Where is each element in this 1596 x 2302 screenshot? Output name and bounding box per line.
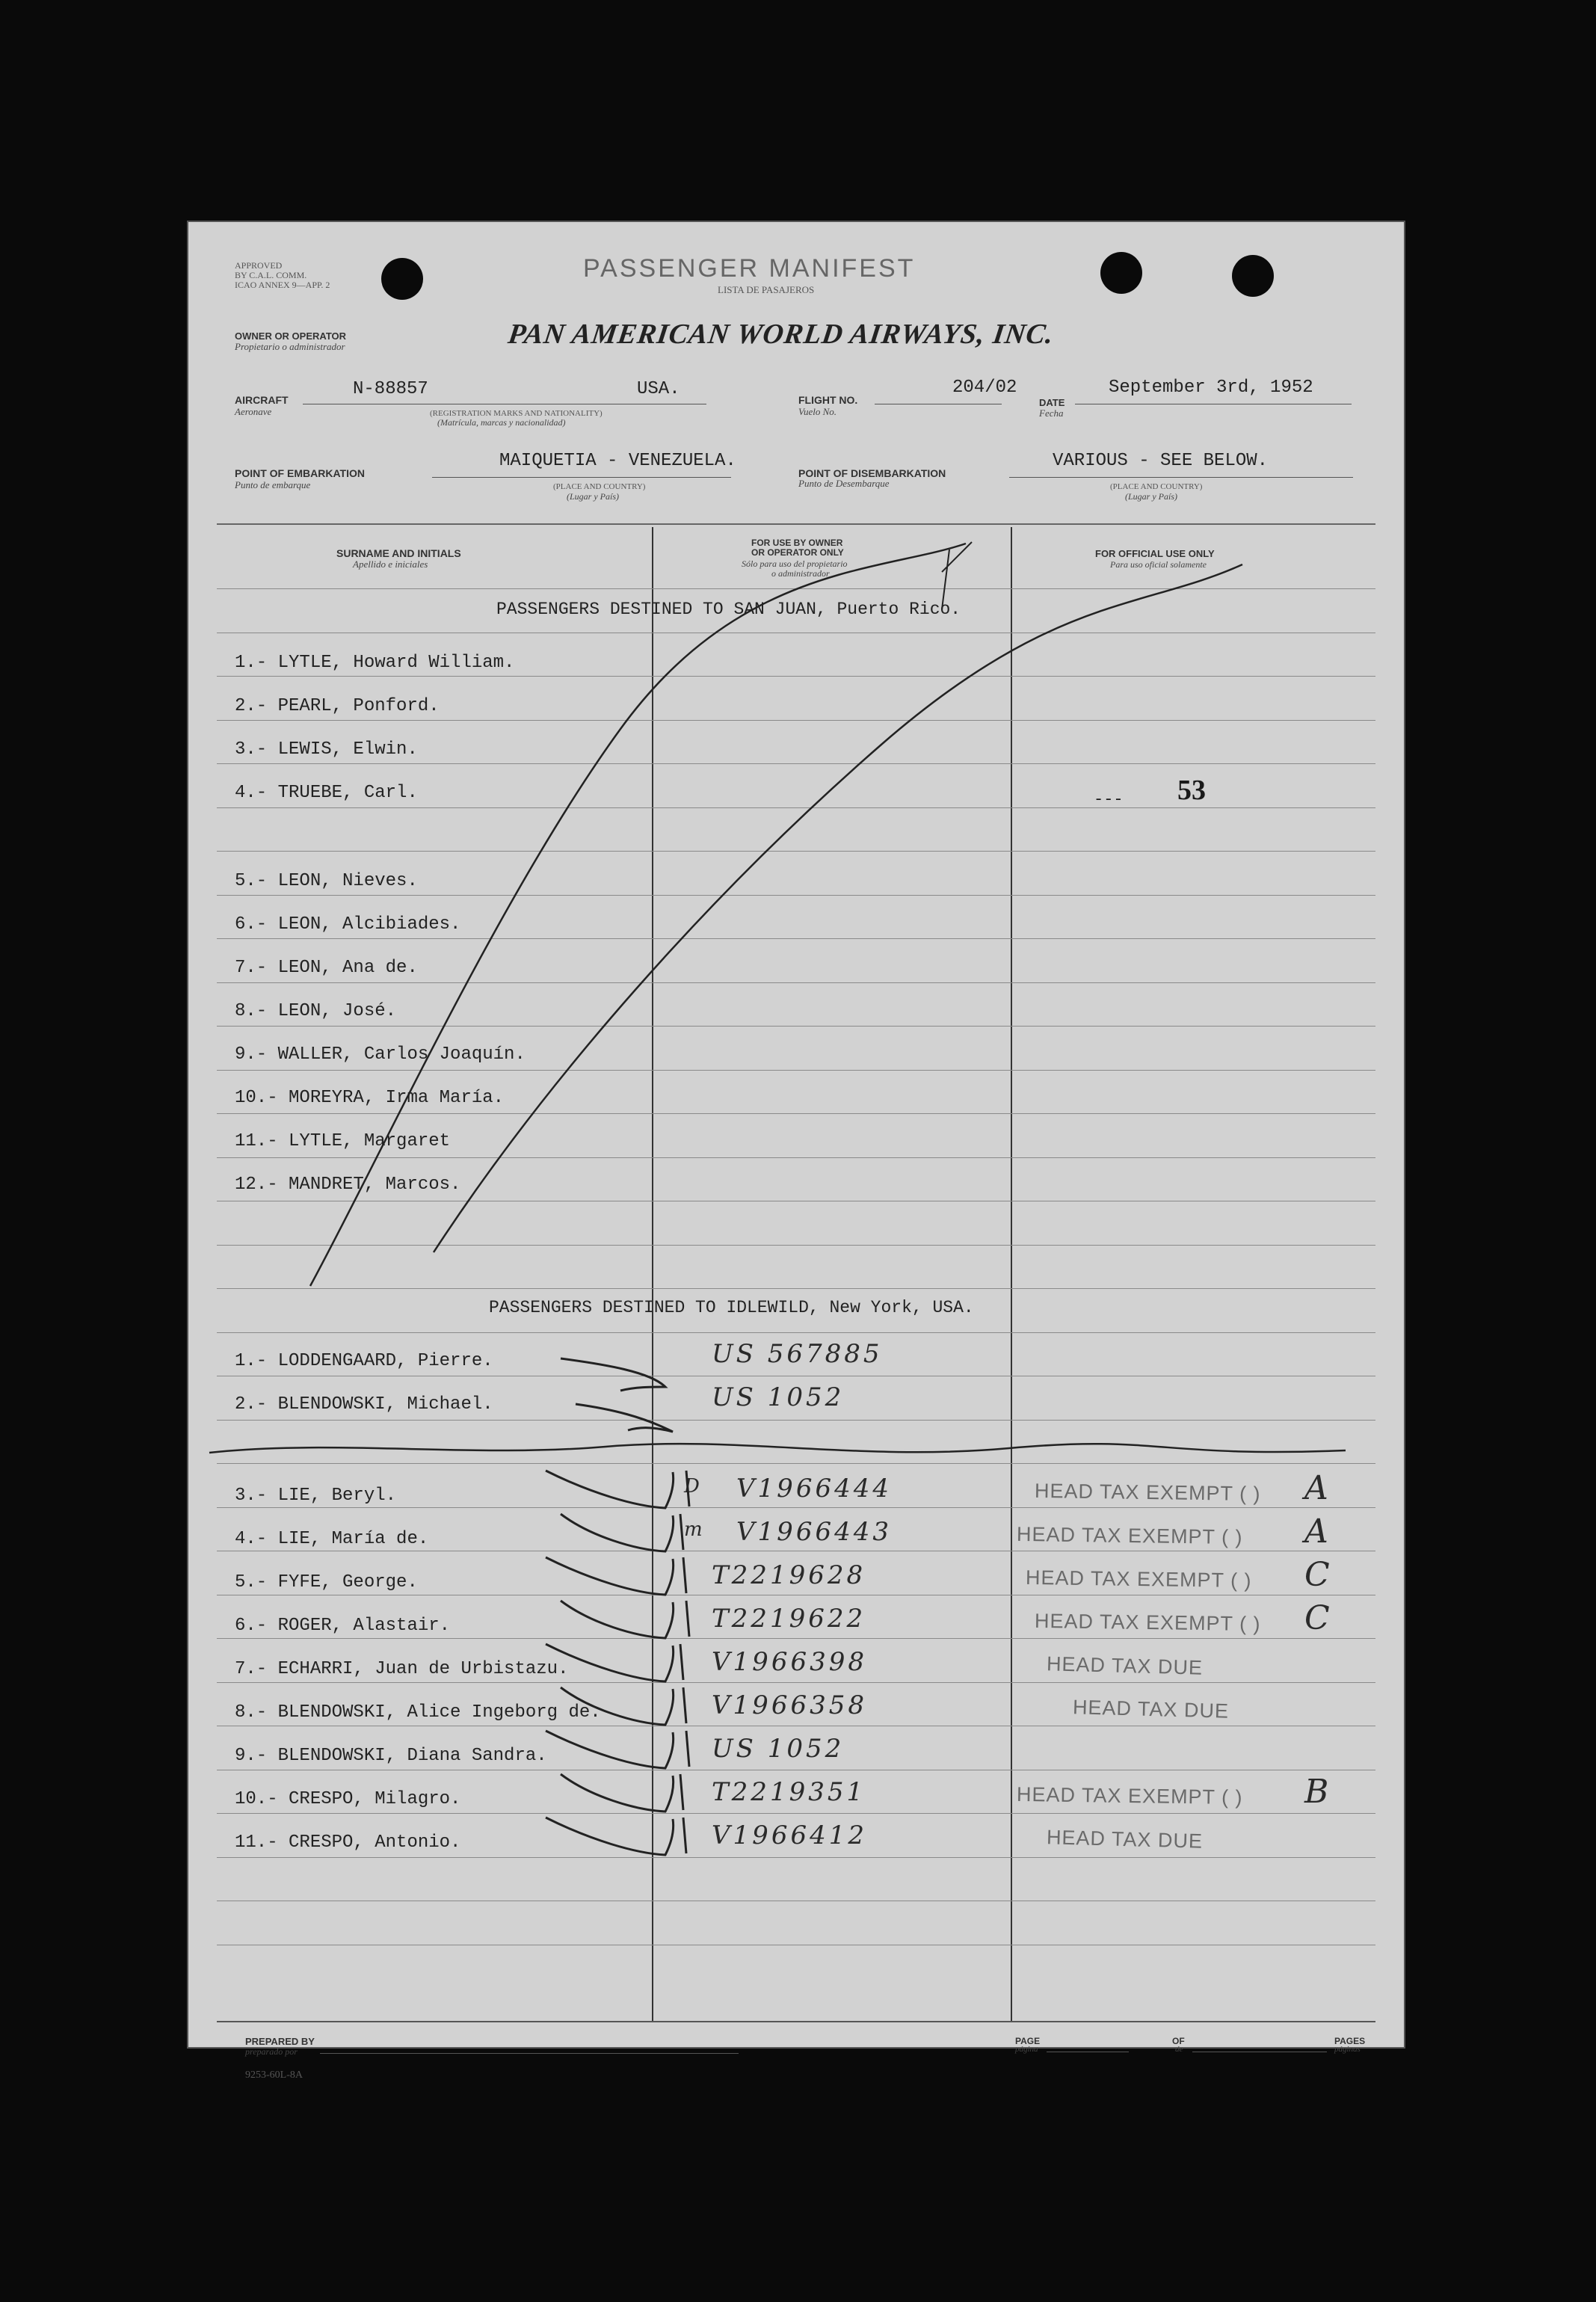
owner-value: PAN AMERICAN WORLD AIRWAYS, INC. <box>506 318 1056 350</box>
page-title: PASSENGER MANIFEST <box>583 254 916 283</box>
passenger-name: 2.- PEARL, Ponford. <box>235 696 440 716</box>
flight-value: 204/02 <box>952 378 1017 398</box>
ruled-line <box>217 1245 1375 1246</box>
col-owner-header-1: FOR USE BY OWNER <box>751 538 843 548</box>
passenger-name: 9.- BLENDOWSKI, Diana Sandra. <box>235 1746 547 1766</box>
page-title-es: LISTA DE PASAJEROS <box>718 284 815 295</box>
of-label: OF <box>1172 2036 1185 2046</box>
ruled-line <box>217 763 1375 764</box>
ruled-line <box>217 1157 1375 1158</box>
ruled-line <box>217 588 1375 589</box>
passenger-name: 11.- LYTLE, Margaret <box>235 1131 451 1151</box>
passenger-name: 3.- LEWIS, Elwin. <box>235 739 418 760</box>
passenger-name: 4.- TRUEBE, Carl. <box>235 783 418 803</box>
ruled-line <box>217 676 1375 677</box>
passenger-name: 1.- LYTLE, Howard William. <box>235 653 515 673</box>
ruled-line <box>217 1682 1375 1683</box>
tick-mark <box>561 1514 674 1551</box>
tick-slash <box>680 1514 683 1550</box>
aircraft-label: AIRCRAFT <box>235 394 289 406</box>
tick-slash <box>683 1687 686 1723</box>
official-stamp: HEAD TAX EXEMPT ( ) <box>1025 1566 1252 1592</box>
col-official-header: FOR OFFICIAL USE ONLY <box>1095 548 1215 559</box>
handwritten-official-mark: C <box>1304 1556 1333 1594</box>
handwritten-prefix: D <box>684 1475 703 1498</box>
tick-slash <box>680 1774 683 1810</box>
form-code: 9253-60L-8A <box>245 2069 303 2081</box>
pages-label: PAGES <box>1334 2036 1366 2046</box>
page-label-es: página <box>1015 2045 1038 2054</box>
aircraft-label-es: Aeronave <box>235 406 272 417</box>
page-label: PAGE <box>1015 2036 1041 2046</box>
prepared-by-label: PREPARED BY <box>245 2036 315 2047</box>
official-stamp: HEAD TAX DUE <box>1046 1826 1204 1853</box>
ruled-line <box>217 1332 1375 1333</box>
ruled-line <box>217 1813 1375 1814</box>
embark-label: POINT OF EMBARKATION <box>235 467 365 479</box>
ruled-line <box>217 1288 1375 1289</box>
approval-line-3: ICAO ANNEX 9—APP. 2 <box>235 280 330 290</box>
owner-label-es: Propietario o administrador <box>235 341 345 352</box>
disembark-label: POINT OF DISEMBARKATION <box>798 467 946 479</box>
tick-mark <box>561 1601 674 1638</box>
handwritten-document-number: T2219628 <box>712 1560 866 1590</box>
registration-caption: (REGISTRATION MARKS AND NATIONALITY) <box>430 409 603 418</box>
ruled-line <box>217 851 1375 852</box>
check-mark-2 <box>576 1404 673 1432</box>
passenger-name: 10.- MOREYRA, Irma María. <box>235 1088 505 1108</box>
ruled-line <box>217 1113 1375 1114</box>
col-name-header-es: Apellido e iniciales <box>353 558 428 570</box>
passenger-name: 4.- LIE, María de. <box>235 1529 429 1549</box>
ruled-line <box>217 1857 1375 1858</box>
disembark-value: VARIOUS - SEE BELOW. <box>1053 451 1269 471</box>
disembark-label-es: Punto de Desembarque <box>798 478 890 489</box>
ruled-line <box>217 982 1375 983</box>
tick-mark <box>546 1731 674 1768</box>
col-official-header-es: Para uso oficial solamente <box>1110 559 1207 570</box>
official-stamp: HEAD TAX DUE <box>1046 1652 1204 1679</box>
col-divider-1 <box>652 527 653 2022</box>
date-label-es: Fecha <box>1039 407 1064 419</box>
embark-place-caption-es: (Lugar y País) <box>567 491 619 502</box>
ruled-line <box>217 1420 1375 1421</box>
ruled-line <box>217 938 1375 939</box>
handwritten-prefix: m <box>684 1518 706 1541</box>
official-stamp: HEAD TAX EXEMPT ( ) <box>1034 1609 1261 1636</box>
wavy-divider <box>209 1444 1346 1453</box>
tick-slash <box>686 1731 689 1767</box>
tick-slash <box>683 1818 686 1853</box>
ruled-line <box>217 1026 1375 1027</box>
date-label: DATE <box>1039 397 1065 408</box>
col-name-header: SURNAME AND INITIALS <box>336 547 461 559</box>
ruled-line <box>217 807 1375 808</box>
manifest-page <box>187 221 1405 2081</box>
embark-value: MAIQUETIA - VENEZUELA. <box>499 451 736 471</box>
tick-slash <box>680 1644 683 1680</box>
official-stamp: HEAD TAX DUE <box>1072 1696 1230 1723</box>
date-value: September 3rd, 1952 <box>1109 378 1313 398</box>
passenger-name: 7.- ECHARRI, Juan de Urbistazu. <box>235 1659 569 1679</box>
tick-mark <box>546 1471 674 1508</box>
passenger-name: 2.- BLENDOWSKI, Michael. <box>235 1394 493 1415</box>
official-stamp: HEAD TAX EXEMPT ( ) <box>1016 1522 1243 1549</box>
passenger-name: 9.- WALLER, Carlos Joaquín. <box>235 1044 526 1065</box>
handwritten-document-number: T2219622 <box>712 1604 866 1634</box>
tick-mark <box>546 1557 674 1595</box>
ruled-line <box>217 1463 1375 1464</box>
passenger-name: 6.- LEON, Alcibiades. <box>235 914 461 935</box>
handwritten-official-mark: A <box>1304 1469 1331 1507</box>
of-label-es: de <box>1175 2045 1183 2054</box>
nationality-value: USA. <box>637 379 680 399</box>
passenger-name: 5.- LEON, Nieves. <box>235 871 418 891</box>
check-mark-1 <box>561 1358 665 1391</box>
section-2-title: PASSENGERS DESTINED TO IDLEWILD, New York, USA. <box>489 1298 974 1317</box>
flight-label: FLIGHT NO. <box>798 394 858 406</box>
passenger-name: 10.- CRESPO, Milagro. <box>235 1789 461 1809</box>
handwritten-document-number: V1966444 <box>736 1474 892 1504</box>
embark-label-es: Punto de embarque <box>235 479 311 490</box>
passenger-name: 6.- ROGER, Alastair. <box>235 1616 451 1636</box>
handwritten-document-number: US 1052 <box>712 1734 845 1764</box>
approval-line-2: BY C.A.L. COMM. <box>235 270 307 280</box>
tick-slash <box>683 1557 686 1593</box>
passenger-name: 5.- FYFE, George. <box>235 1572 418 1592</box>
handwritten-official-mark: A <box>1304 1512 1331 1551</box>
punch-hole-left <box>381 258 423 300</box>
col-owner-header-es-1: Sólo para uso del propietario <box>742 558 848 569</box>
passenger-name: 8.- LEON, José. <box>235 1001 397 1021</box>
handwritten-document-number: V1966398 <box>712 1647 867 1677</box>
cross-out-stroke-2 <box>434 564 1242 1252</box>
official-stamp: HEAD TAX EXEMPT ( ) <box>1016 1782 1243 1809</box>
handwritten-document-number: V1966443 <box>736 1517 892 1547</box>
embark-place-caption: (PLACE AND COUNTRY) <box>553 482 646 491</box>
handwritten-official-mark: B <box>1304 1773 1332 1811</box>
prepared-by-label-es: preparado por <box>245 2046 298 2057</box>
passenger-name: 12.- MANDRET, Marcos. <box>235 1175 461 1195</box>
disembark-place-caption-es: (Lugar y País) <box>1125 491 1177 502</box>
ruled-line <box>217 1638 1375 1639</box>
handwritten-document-number: T2219351 <box>712 1777 866 1807</box>
passenger-name: 11.- CRESPO, Antonio. <box>235 1832 461 1853</box>
passenger-name: 7.- LEON, Ana de. <box>235 958 418 978</box>
section-1-title: PASSENGERS DESTINED TO SAN JUAN, Puerto Rico. <box>496 600 961 619</box>
approval-line-1: APPROVED <box>235 260 283 271</box>
official-dash: --- <box>1094 790 1124 809</box>
pages-label-es: páginas <box>1334 2045 1361 2054</box>
passenger-name: 3.- LIE, Beryl. <box>235 1486 397 1506</box>
ruled-line <box>217 1507 1375 1508</box>
owner-label: OWNER OR OPERATOR <box>235 330 347 342</box>
tick-slash <box>686 1601 689 1637</box>
disembark-place-caption: (PLACE AND COUNTRY) <box>1110 482 1203 491</box>
handwritten-official-mark: C <box>1304 1599 1333 1637</box>
handwritten-document-number: US 567885 <box>712 1339 883 1369</box>
handwritten-document-number: V1966412 <box>712 1821 867 1850</box>
official-stamp: HEAD TAX EXEMPT ( ) <box>1034 1479 1261 1506</box>
col-owner-header-es-2: o administrador <box>771 568 830 579</box>
flight-label-es: Vuelo No. <box>798 406 837 417</box>
col-owner-header-2: OR OPERATOR ONLY <box>751 547 844 558</box>
punch-hole-right-1 <box>1100 252 1142 294</box>
official-note-53: 53 <box>1177 775 1206 806</box>
tick-mark <box>561 1774 674 1812</box>
punch-hole-right-2 <box>1232 255 1274 297</box>
ruled-line <box>217 895 1375 896</box>
aircraft-value: N-88857 <box>353 379 428 399</box>
passenger-name: 8.- BLENDOWSKI, Alice Ingeborg de. <box>235 1702 601 1723</box>
handwritten-document-number: US 1052 <box>712 1382 845 1412</box>
passenger-name: 1.- LODDENGAARD, Pierre. <box>235 1351 493 1371</box>
ruled-line <box>217 720 1375 721</box>
ruled-line <box>217 1070 1375 1071</box>
registration-caption-es: (Matrícula, marcas y nacionalidad) <box>437 417 566 428</box>
tick-mark <box>546 1818 674 1855</box>
col-divider-2 <box>1011 527 1012 2022</box>
handwritten-document-number: V1966358 <box>712 1690 867 1720</box>
